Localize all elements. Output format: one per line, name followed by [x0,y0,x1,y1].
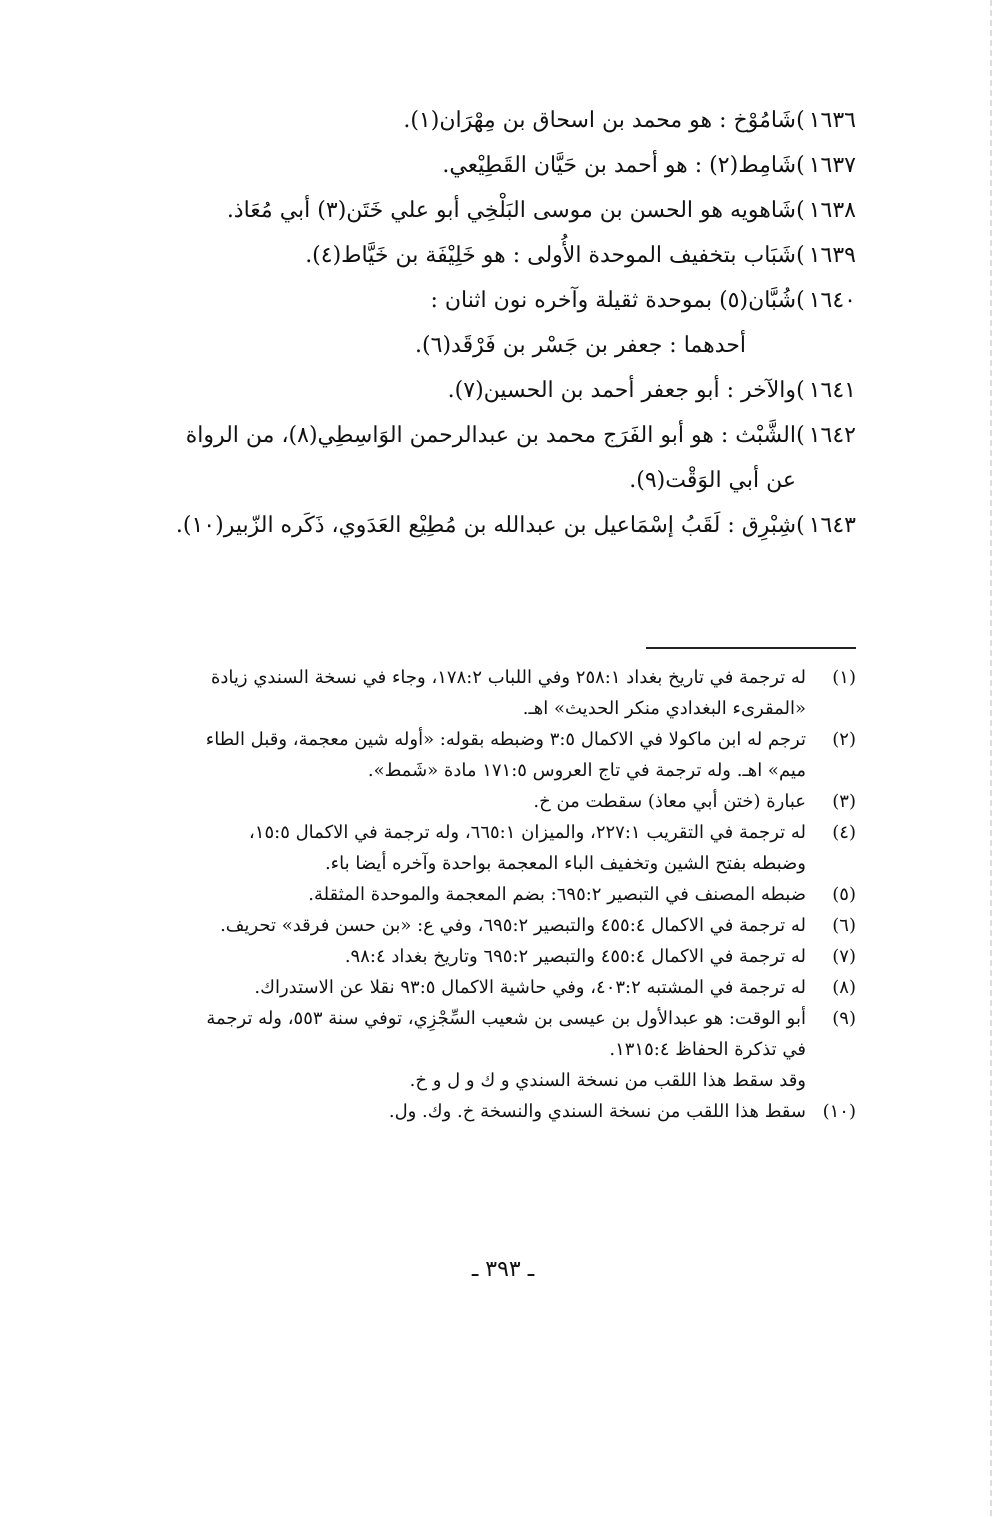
footnote-1 [141,662,856,693]
footnote-text: له ترجمة في الاكمال ٤٥٥:٤ والتبصير ٦٩٥:٢ وتاريخ بغداد ٩٨:٤. [344,946,806,967]
entry-number: ١٦٤٠) [796,288,856,313]
footnote-number: (١٠) [822,1101,856,1122]
entry-text: شُبَّان(٥) بموحدة ثقيلة وآخره نون اثنان : [430,288,796,313]
footnote-3 [141,786,856,817]
footnote-number: (١) [832,667,856,688]
entry-number: ١٦٤٣) [796,513,856,538]
footnote-number: (٣) [832,791,856,812]
footnotes-list [141,662,856,1127]
footnote-text: أبو الوقت: هو عبدالأول بن عيسى بن شعيب السِّجْزِي، توفي سنة ٥٥٣، وله ترجمة [206,1008,806,1029]
footnote-number: (٦) [832,915,856,936]
footnote-7 [141,941,856,972]
footnote-5 [141,879,856,910]
entry-number: ١٦٣٩) [796,243,856,268]
footnote-separator [646,647,856,649]
entry-number: ١٦٣٧) [796,153,856,178]
footnote-text: ضبطه المصنف في التبصير ٦٩٥:٢: بضم المعجمة والموحدة المثقلة. [308,884,806,905]
entry-number: ١٦٤٢) [796,423,856,448]
entries-list [136,98,856,548]
entry-1636 [136,98,856,143]
footnote-text: عبارة (ختن أبي معاذ) سقطت من خ. [533,791,806,812]
entry-number: ١٦٤١) [796,378,856,403]
footnote-number: (٥) [832,884,856,905]
entry-text: والآخر : أبو جعفر أحمد بن الحسين(٧). [447,378,796,403]
entry-1639 [136,233,856,278]
entry-1640 [136,278,856,323]
footnote-number: (٧) [832,946,856,967]
footnote-9-line-2: في تذكرة الحفاظ ١٣١٥:٤. [609,1039,806,1060]
footnote-text: سقط هذا اللقب من نسخة السندي والنسخة خ. وك. ول. [388,1101,806,1122]
footnote-1-line-2: «المقرىء البغدادي منكر الحديث» اهـ. [522,698,806,719]
entry-text: شَبَاب بتخفيف الموحدة الأُولى : هو خَلِيْفَة بن خَيَّاط(٤). [305,243,796,268]
footnote-6 [141,910,856,941]
entry-text: شَاهويه هو الحسن بن موسى البَلْخِي أبو علي خَتَن(٣) أبي مُعَاذ. [226,198,796,223]
footnote-2 [141,724,856,755]
footnote-text: له ترجمة في تاريخ بغداد ٢٥٨:١ وفي اللباب ١٧٨:٢، وجاء في نسخة السندي زيادة [210,667,806,688]
entry-text: شَامُوْخ : هو محمد بن اسحاق بن مِهْرَان(١). [403,108,796,133]
footnote-4 [141,817,856,848]
entry-1638 [136,188,856,233]
footnote-number: (٢) [832,729,856,750]
scan-edge-line [990,0,992,1517]
footnote-4-line-2: وضبطه بفتح الشين وتخفيف الباء المعجمة بواحدة وآخره أيضا باء. [324,853,806,874]
footnote-text: له ترجمة في التقريب ٢٢٧:١، والميزان ٦٦٥:١، وله ترجمة في الاكمال ١٥:٥، [248,822,806,843]
footnote-2-line-2: ميم» اهـ. وله ترجمة في تاج العروس ١٧١:٥ مادة «شَمط». [367,760,806,781]
entry-1643 [136,503,856,548]
footnote-number: (٩) [832,1008,856,1029]
entry-1640-sub: أحدهما : جعفر بن جَسْر بن فَرْقَد(٦). [415,333,746,358]
footnote-number: (٤) [832,822,856,843]
footnote-text: له ترجمة في الاكمال ٤٥٥:٤ والتبصير ٦٩٥:٢، وفي ع: «بن حسن فرقد» تحريف. [220,915,806,936]
footnote-8 [141,972,856,1003]
entry-1642-continuation: عن أبي الوَقْت(٩). [629,468,796,493]
entry-text: شَامِط(٢) : هو أحمد بن حَيَّان القَطِيْعي. [442,153,796,178]
footnote-text: ترجم له ابن ماكولا في الاكمال ٣:٥ وضبطه بقوله: «أوله شين معجمة، وقبل الطاء [205,729,806,750]
entry-text: شِبْرِق : لَقَبُ إسْمَاعيل بن عبدالله بن مُطِيْع العَدَوي، ذَكَره الزّبير(١٠). [175,513,796,538]
entry-number: ١٦٣٨) [796,198,856,223]
footnote-number: (٨) [832,977,856,998]
entry-text: الشَّبْث : هو أبو الفَرَج محمد بن عبدالرحمن الوَاسِطِي(٨)، من الرواة [185,423,796,448]
entry-1641 [136,368,856,413]
entry-number: ١٦٣٦) [796,108,856,133]
footnote-text: له ترجمة في المشتبه ٤٠٣:٢، وفي حاشية الاكمال ٩٣:٥ نقلا عن الاستدراك. [254,977,806,998]
footnote-9 [141,1003,856,1034]
footnote-10 [141,1096,856,1127]
entry-1637 [136,143,856,188]
footnote-9-line-3: وقد سقط هذا اللقب من نسخة السندي و ك و ل و خ. [409,1070,806,1091]
page-number: ـ ٣٩٣ ـ [471,1257,535,1282]
entry-1642 [136,413,856,458]
